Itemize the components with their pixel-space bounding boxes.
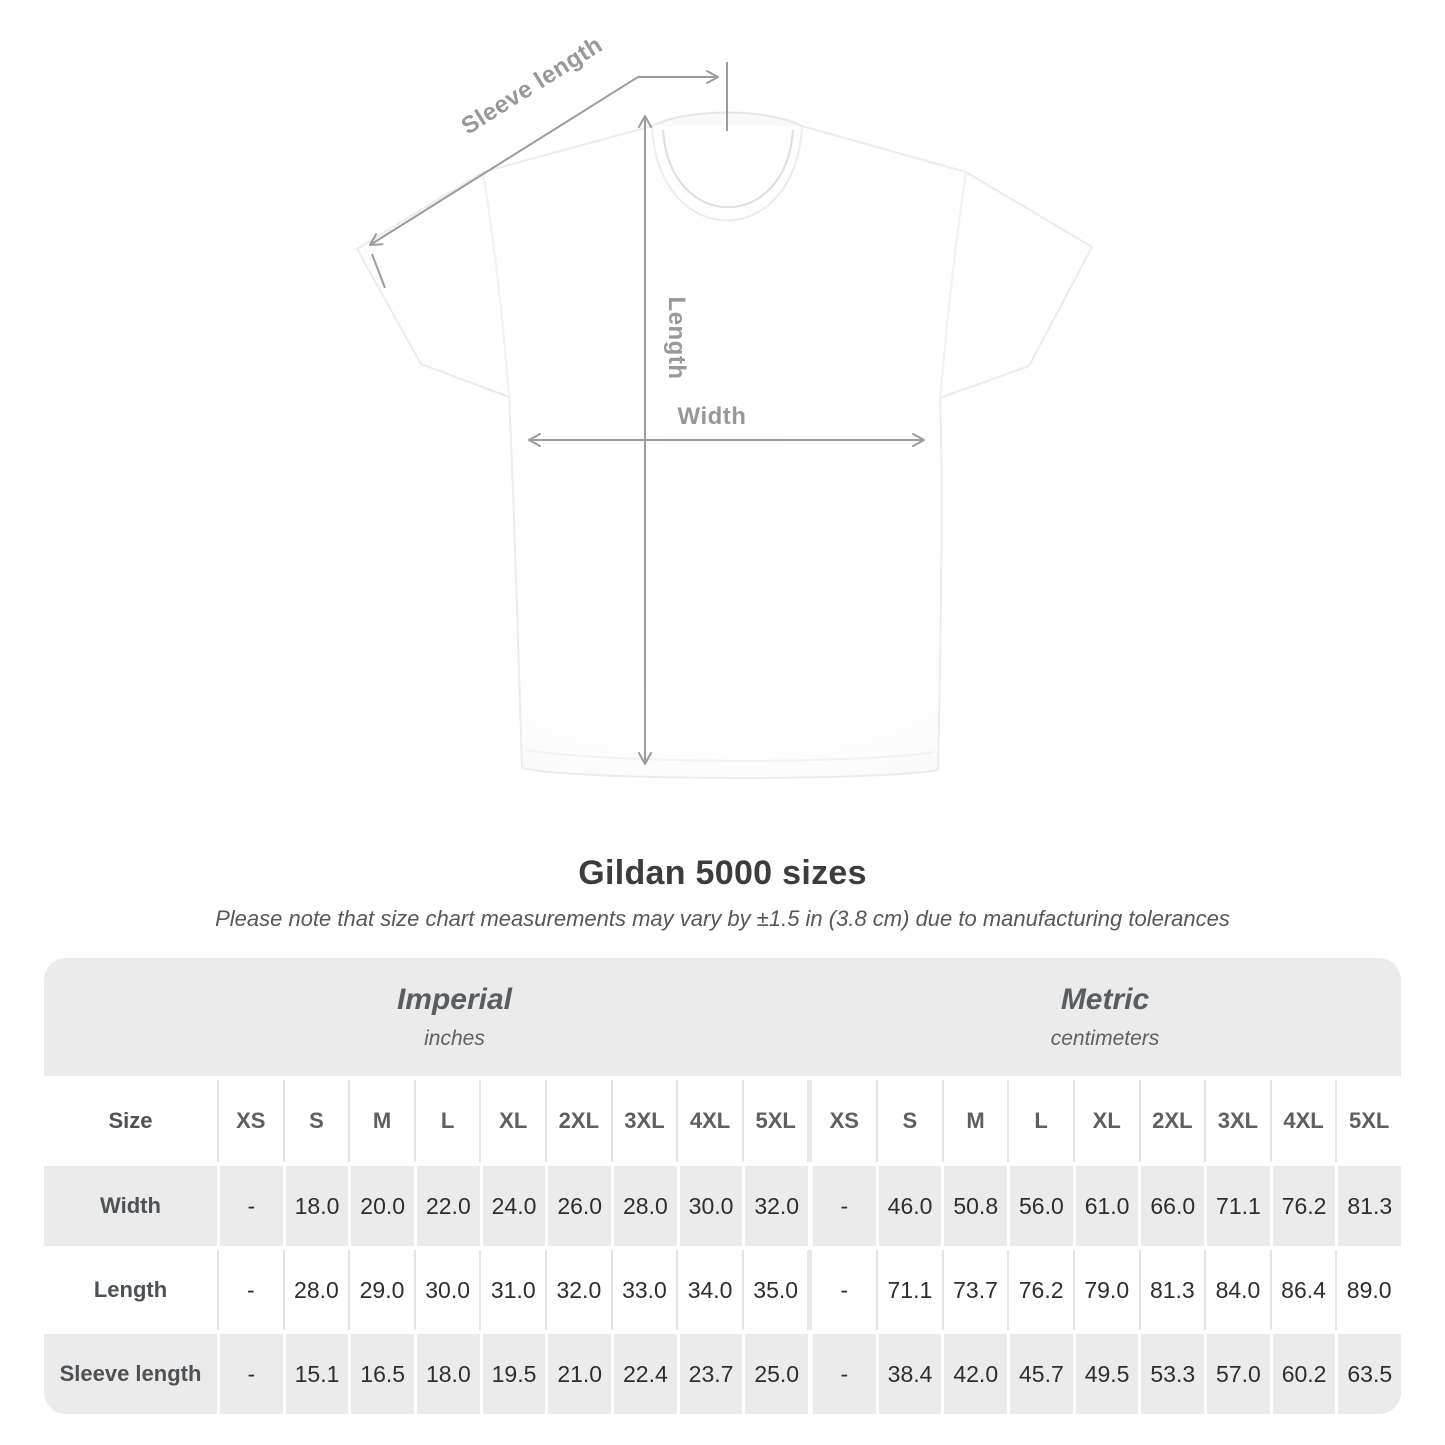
table-body	[44, 1166, 1401, 1414]
sleeve-length-label: Sleeve length	[456, 31, 608, 141]
table-cell: 46.0	[876, 1166, 942, 1246]
table-cell: -	[807, 1250, 876, 1330]
row-label-cell: Sleeve length	[44, 1334, 217, 1414]
table-cell: 53.3	[1138, 1334, 1204, 1414]
table-cell: 33.0	[611, 1250, 677, 1330]
table-cell: 29.0	[348, 1250, 414, 1330]
section-unit-imperial: inches	[424, 1027, 485, 1050]
table-cell: 15.1	[283, 1334, 349, 1414]
size-header-cell: L	[414, 1080, 480, 1162]
table-cell: 38.4	[876, 1334, 942, 1414]
table-cell: 60.2	[1270, 1334, 1336, 1414]
size-table	[44, 958, 1401, 1414]
table-cell: 86.4	[1270, 1250, 1336, 1330]
size-header-cell: S	[876, 1080, 942, 1162]
row-label-cell: Width	[44, 1166, 217, 1246]
size-header-cell: 5XL	[1335, 1080, 1401, 1162]
table-cell: 57.0	[1204, 1334, 1270, 1414]
table-cell: 49.5	[1073, 1334, 1139, 1414]
table-cell: 19.5	[480, 1334, 546, 1414]
table-cell: 18.0	[414, 1334, 480, 1414]
table-unit-banner	[44, 958, 1401, 1076]
page-title: Gildan 5000 sizes	[578, 854, 867, 892]
section-title-metric: Metric	[1060, 983, 1150, 1016]
table-cell: 76.2	[1270, 1166, 1336, 1246]
size-header-cell: XS	[217, 1080, 283, 1162]
table-cell: 71.1	[876, 1250, 942, 1330]
table-cell: 16.5	[348, 1334, 414, 1414]
row-label-cell: Length	[93, 1277, 168, 1302]
size-header-cell: M	[348, 1080, 414, 1162]
table-cell: 76.2	[1007, 1250, 1073, 1330]
table-row	[44, 1334, 1401, 1414]
size-header-cell: M	[942, 1080, 1008, 1162]
table-cell: 81.3	[1139, 1250, 1205, 1330]
table-cell: 34.0	[676, 1250, 742, 1330]
table-cell: 71.1	[1204, 1166, 1270, 1246]
table-cell: 79.0	[1073, 1250, 1139, 1330]
section-unit-metric: centimeters	[1050, 1027, 1160, 1050]
size-header-cell: XS	[807, 1080, 876, 1162]
table-cell: 22.4	[611, 1334, 677, 1414]
table-cell: 24.0	[480, 1166, 546, 1246]
table-cell: 35.0	[742, 1250, 808, 1330]
size-header-cell: 2XL	[1139, 1080, 1205, 1162]
table-cell: 28.0	[611, 1166, 677, 1246]
size-header-cell: L	[1007, 1080, 1073, 1162]
length-label: Length	[663, 296, 690, 380]
table-cell: 45.7	[1007, 1334, 1073, 1414]
table-cell: -	[808, 1166, 876, 1246]
table-cell: 30.0	[677, 1166, 743, 1246]
table-cell: 84.0	[1204, 1250, 1270, 1330]
table-cell: -	[217, 1334, 283, 1414]
table-cell: 73.7	[942, 1250, 1008, 1330]
table-cell: 50.8	[941, 1166, 1007, 1246]
section-title-imperial: Imperial	[396, 983, 513, 1016]
size-header-cell: S	[283, 1080, 349, 1162]
size-header-cell: 5XL	[742, 1080, 808, 1162]
table-cell: 23.7	[677, 1334, 743, 1414]
size-header-cell: 3XL	[1204, 1080, 1270, 1162]
table-cell: 18.0	[283, 1166, 349, 1246]
table-cell: 25.0	[742, 1334, 808, 1414]
size-label-cell: Size	[108, 1108, 153, 1133]
table-row	[44, 1250, 1401, 1330]
table-cell: -	[808, 1334, 876, 1414]
table-cell: 66.0	[1138, 1166, 1204, 1246]
table-cell: 89.0	[1335, 1250, 1401, 1330]
table-cell: 31.0	[479, 1250, 545, 1330]
size-header-cell: XL	[479, 1080, 545, 1162]
table-row	[44, 1166, 1401, 1246]
size-header-cell: 4XL	[1270, 1080, 1336, 1162]
table-cell: 63.5	[1335, 1334, 1401, 1414]
table-cell: 32.0	[545, 1250, 611, 1330]
tshirt-graphic	[357, 113, 1092, 779]
table-cell: 26.0	[545, 1166, 611, 1246]
table-cell: 28.0	[283, 1250, 349, 1330]
table-cell: 56.0	[1007, 1166, 1073, 1246]
table-cell: 61.0	[1073, 1166, 1139, 1246]
table-cell: 30.0	[414, 1250, 480, 1330]
table-cell: 42.0	[941, 1334, 1007, 1414]
table-cell: 20.0	[348, 1166, 414, 1246]
size-header-cell: 2XL	[545, 1080, 611, 1162]
size-header-cell: 3XL	[611, 1080, 677, 1162]
table-cell: -	[217, 1250, 283, 1330]
table-cell: 32.0	[742, 1166, 808, 1246]
table-header-row	[44, 1080, 1401, 1162]
size-header-cell: XL	[1073, 1080, 1139, 1162]
table-cell: 22.0	[414, 1166, 480, 1246]
table-cell: 21.0	[545, 1334, 611, 1414]
table-cell: -	[217, 1166, 283, 1246]
unit-section-header-imperial	[44, 958, 809, 1076]
table-cell: 81.3	[1335, 1166, 1401, 1246]
page-subtitle: Please note that size chart measurements may vary by ±1.5 in (3.8 cm) due to manufacturing tolerances	[215, 906, 1230, 931]
size-header-cell: 4XL	[676, 1080, 742, 1162]
unit-section-header-metric	[809, 958, 1401, 1076]
width-label: Width	[677, 403, 747, 430]
